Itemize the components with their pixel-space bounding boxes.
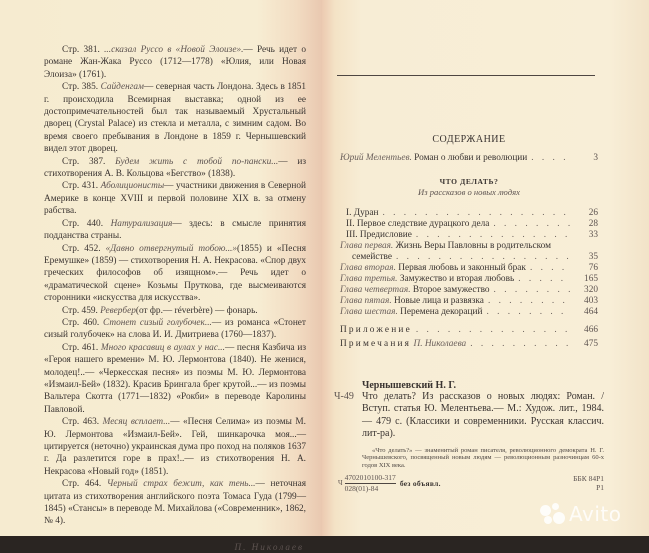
leader-dots (488, 296, 572, 307)
note-entry (44, 478, 306, 528)
toc-entry-part (340, 230, 598, 241)
leader-dots (494, 285, 572, 296)
leader-dots (416, 230, 572, 241)
toc-entry-chapter (340, 285, 598, 296)
note-quote: Аболиционисты (100, 181, 165, 192)
toc-entry-chapter (340, 263, 598, 274)
notes-label: Примечания (340, 339, 412, 349)
appendix-label: Приложение (340, 325, 412, 335)
note-quote: Стонет сизый голубочек... (103, 317, 212, 328)
part-label: I. Дуран (346, 208, 379, 218)
chapter-title: Новые лица и развязка (393, 296, 484, 306)
toc-entry-chapter (340, 274, 598, 285)
note-text: (от фр.— réverbère) — фонарь. (135, 305, 258, 316)
note-quote: Будем жить с тобой по-пански... (115, 156, 279, 167)
chapter-number: Глава третья. (340, 274, 398, 284)
chapter-title: Замужество и вторая любовь (399, 274, 515, 284)
intro-title: Роман о любви и революции (414, 153, 528, 163)
page-number: 165 (584, 274, 598, 284)
chapter-title: Жизнь Веры Павловны в родительском (395, 241, 552, 251)
note-text: — из стихотворения А. В. Кольцова «Бегство» (1838). (44, 156, 306, 180)
note-entry (44, 243, 306, 305)
section-title: ЧТО ДЕЛАТЬ? (439, 177, 499, 186)
toc-entry-chapter (340, 241, 598, 252)
page-number: 475 (584, 339, 598, 349)
note-quote: Натурализация (110, 218, 173, 229)
note-quote: Сайденгам (100, 82, 144, 93)
note-entry (44, 44, 306, 81)
note-text: (1855) и «Песня Еремушке» (1859) — стихотворения Н. А. Некрасова. «Спор двух греческих философов об изящном».— Речь идет о «драматической сцене» Козьмы Пруткова, где высмеиваются сторонники «искусства для искусства». (44, 243, 306, 304)
toc-entry-chapter (340, 307, 598, 318)
note-text: — неточная цитата из стихотворения английского поэта Томаса Гуда (1799—1845) «Стансы» в переводе М. Михайлова («Современник», 1862, № 4). (44, 479, 306, 527)
note-ref: Стр. 460. (62, 317, 100, 328)
chapter-number: Глава вторая. (340, 263, 396, 273)
chapter-title-cont: семействе (352, 252, 393, 262)
notes-author: П. Николаева (413, 339, 467, 349)
leader-dots (470, 339, 572, 350)
note-ref: Стр. 381. (62, 45, 100, 55)
index-numerator: 4702010100-317 (344, 473, 396, 483)
leader-dots (486, 307, 572, 318)
note-ref: Стр. 452. (62, 243, 101, 254)
note-entry (44, 305, 306, 317)
leader-dots (518, 274, 572, 285)
note-text: — из романса «Стонет сизый голубочек» на слова И. И. Дмитриева (1760—1837). (44, 317, 306, 341)
index-fraction (345, 473, 396, 493)
page-number: 76 (588, 263, 598, 273)
note-text: — «Песня Селима» из поэмы М. Ю. Лермонтова «Измаил-Бей». Гей, шинкарочка моя...— цитируется (неточно) украинская дума про поход на поляков 1637 г. Да разлетится горе в прах!..— из стихотворения Н. А. Некрасова «Новый год» (1851). (44, 417, 306, 477)
part-label: III. Предисловие (346, 230, 412, 240)
section-subtitle: Из рассказов о новых людях (418, 187, 520, 197)
catalog-card (334, 380, 604, 494)
note-ref: Стр. 461. (62, 342, 99, 353)
part-label: II. Первое следствие дурацкого дела (346, 219, 490, 229)
avito-logo-icon (540, 503, 566, 525)
index-denominator: 028(01)-84 (344, 484, 379, 494)
catalog-description: Что делать? Из рассказов о новых людях: Роман. / Вступ. статья Ю. Мелентьева.— М.: Худож. лит., 1984.— 479 с. (Классики и современники. Русская классич. лит-ра). (362, 391, 604, 440)
catalog-index (338, 473, 604, 494)
page-number: 403 (584, 296, 598, 306)
toc-entry-part (340, 208, 598, 219)
toc-chapters (340, 241, 598, 318)
note-quote: ...сказал Руссо в «Новой Элоизе». (104, 45, 244, 55)
note-entry (44, 416, 306, 478)
page-number: 35 (588, 252, 598, 262)
note-quote: Месяц всплает... (102, 417, 171, 428)
note-entry (44, 81, 306, 155)
page-number: 33 (588, 230, 598, 240)
leader-dots (531, 153, 572, 164)
toc-parts (340, 208, 598, 241)
note-ref: Стр. 431. (62, 181, 99, 192)
signature: П. Николаев (234, 541, 304, 552)
note-ref: Стр. 459. (62, 305, 98, 316)
page-number: 3 (593, 153, 598, 163)
chapter-number: Глава пятая. (340, 296, 392, 306)
horizontal-rule (337, 75, 595, 76)
note-text: — Речь идет о романе Жан-Жака Руссо (1712—1778) «Юлия, или Новая Элоиза» (1761). (44, 45, 307, 80)
leader-dots (383, 208, 573, 219)
bbk-main: ББК 84Р1 (573, 473, 604, 483)
note-entry (44, 218, 306, 243)
note-ref: Стр. 385. (62, 82, 99, 93)
note-text: — северная часть Лондона. Здесь в 1851 г. происходила Всемирная выставка; одной из ее достопримечательностей был так называемый Хрустальный дворец (Crystal Palace) из стекла и металла, с зимним садом. Во время своего пребывания в Лондоне в 1859 г. Чернышевский видел этот дворец. (44, 82, 307, 155)
note-ref: Стр. 464. (62, 479, 102, 490)
note-quote: Много красавиц в аулах у нас... (100, 342, 225, 353)
avito-watermark (540, 502, 621, 526)
note-entry (44, 342, 306, 416)
chapter-number: Глава четвертая. (340, 285, 411, 295)
toc-title: СОДЕРЖАНИЕ (432, 134, 506, 145)
chapter-number: Глава шестая. (340, 307, 398, 317)
bbk-sub: Р1 (596, 483, 604, 493)
bbk-code (573, 474, 604, 493)
price-note: без объявл. (399, 478, 441, 488)
note-ref: Стр. 387. (62, 156, 106, 167)
toc-entry-part (340, 219, 598, 230)
toc-entry-appendix (340, 325, 598, 336)
toc-entry-chapter-cont (340, 252, 598, 263)
note-quote: Ревербер (100, 305, 136, 316)
leader-dots (416, 325, 572, 336)
note-ref: Стр. 440. (62, 218, 104, 229)
note-quote: «Давно отвергнутый тобою...» (105, 243, 238, 254)
note-quote: Черный страх бежит, как тень... (106, 479, 256, 490)
note-entry (44, 156, 306, 181)
toc-entry-notes (340, 339, 598, 350)
note-text: — здесь: в смысле принятия подданства страны. (44, 218, 306, 242)
chapter-number: Глава первая. (340, 241, 394, 251)
toc-entry-intro (340, 153, 598, 164)
left-page (0, 0, 322, 552)
table-of-contents (340, 134, 598, 350)
leader-dots (530, 263, 572, 274)
toc-entry-chapter (340, 296, 598, 307)
table-edge (0, 536, 649, 540)
note-text: — участники движения в Северной Америке в конце XVIII и первой половине XIX в. за отмену рабства. (44, 181, 306, 217)
chapter-title: Второе замужество (412, 285, 490, 295)
leader-dots (396, 252, 572, 263)
intro-author: Юрий Мелентьев. (340, 153, 412, 163)
chapter-title: Перемена декораций (400, 307, 483, 317)
notes-list (44, 44, 306, 553)
page-number: 320 (584, 285, 598, 295)
note-text: — песня Казбича из «Героя нашего времени» М. Ю. Лермонтова (1840). Не женися, молодец!..— «Черкесская песня» из поэмы М. Ю. Лермонтова «Измаил-Бей» (1832). Красив Брингала брег крутой...— из поэмы Вальтера Скотта (1771—1832) «Рокби» в переводе Каролины Павловой. (44, 342, 307, 415)
note-ref: Стр. 463. (62, 417, 100, 428)
page-number: 28 (588, 219, 598, 229)
note-entry (44, 180, 306, 217)
watermark-text: Avito (569, 502, 622, 526)
catalog-author: Чернышевский Н. Г. (362, 380, 457, 391)
chapter-title: Первая любовь и законный брак (398, 263, 526, 273)
page-number: 26 (588, 208, 598, 218)
leader-dots (493, 219, 572, 230)
catalog-code: Ч-49 (334, 391, 354, 402)
index-prefix: Ч (338, 479, 343, 488)
note-entry (44, 317, 306, 342)
page-number: 466 (584, 325, 598, 335)
catalog-annotation: «Что делать?» — знаменитый роман писателя, революционного демократа Н. Г. Чернышевского, посвященный новым людям — революционным разночинцам 60-х годов XIX века. (362, 446, 604, 469)
page-number: 464 (584, 307, 598, 317)
